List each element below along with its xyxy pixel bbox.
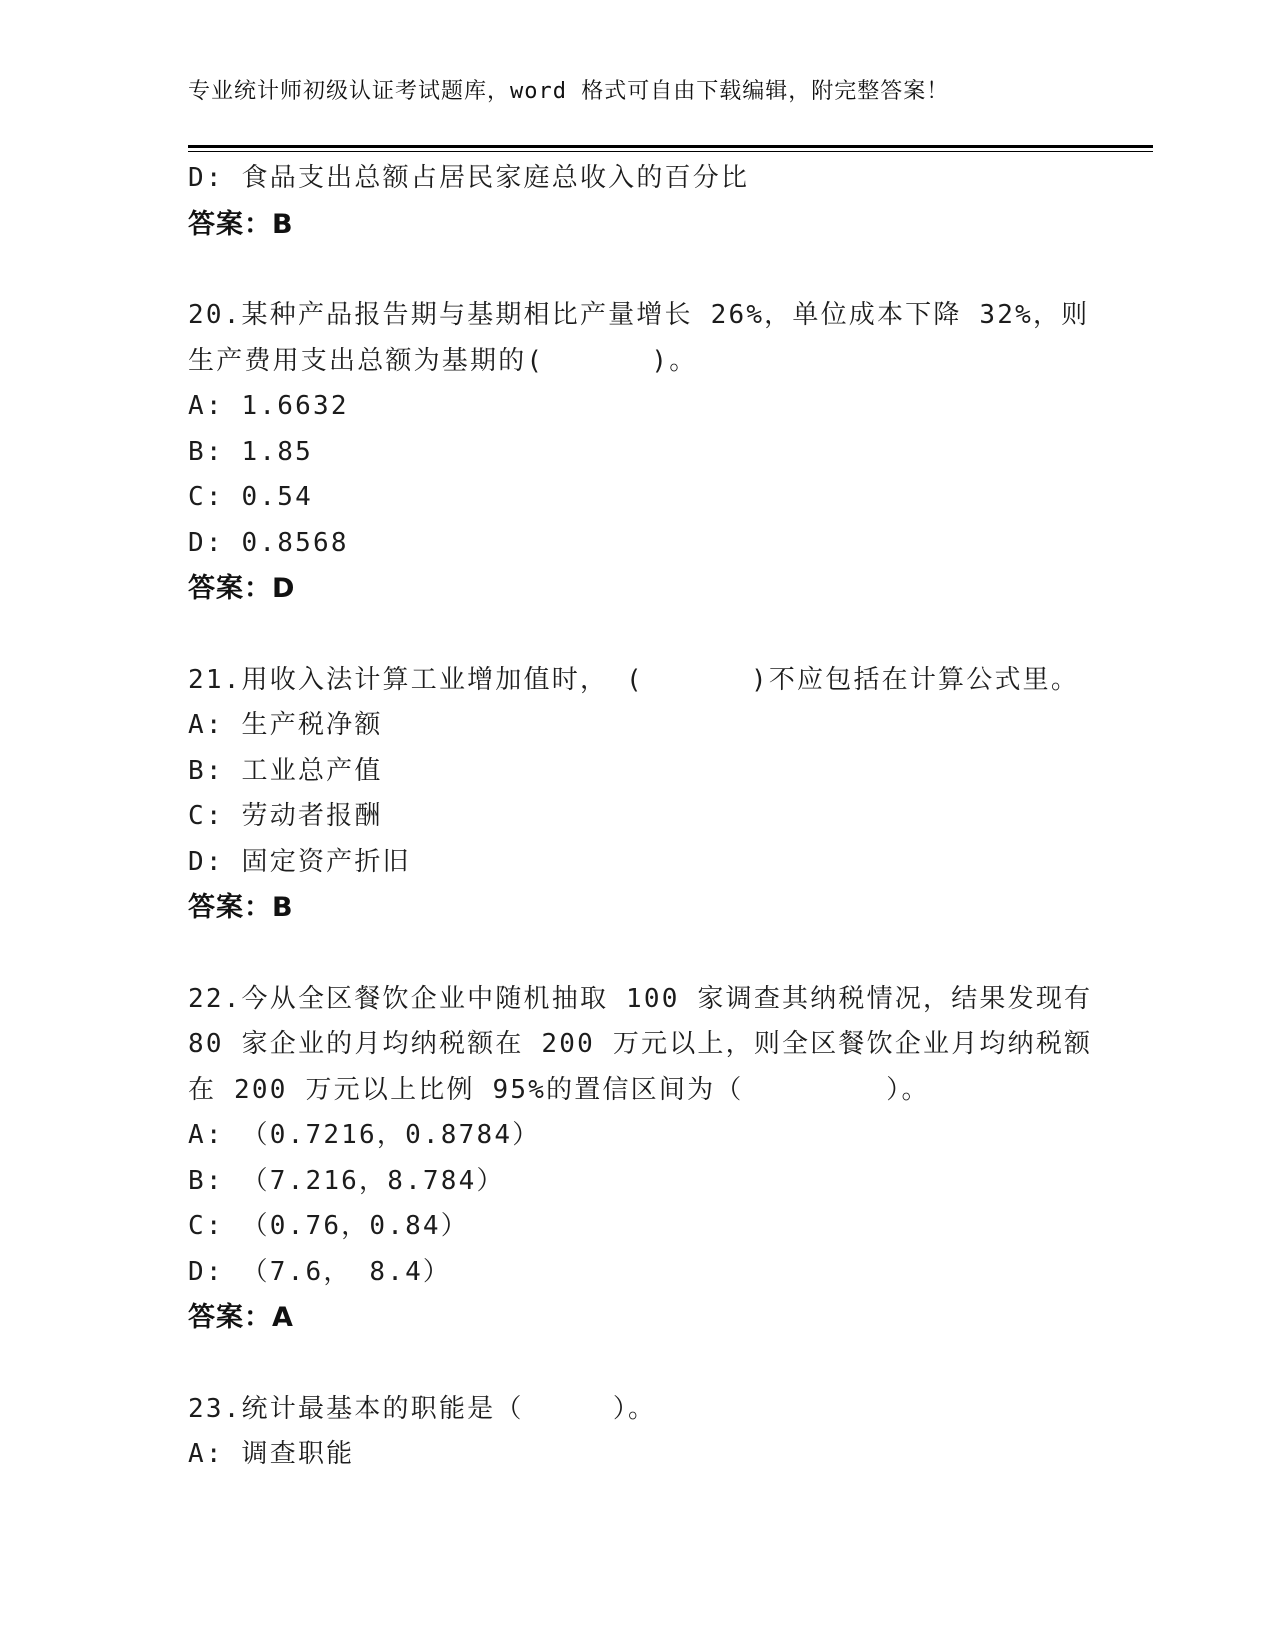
question-stem: 23.统计最基本的职能是（ ）。 (188, 1393, 657, 1424)
option-c: C: 劳动者报酬 (188, 801, 383, 831)
answer: 答案：D (188, 573, 296, 604)
option-d: D: 食品支出总额占居民家庭总收入的百分比 (188, 163, 750, 193)
answer: 答案：B (188, 892, 294, 923)
question-20 (188, 293, 1088, 612)
page-header: 专业统计师初级认证考试题库，word 格式可自由下载编辑，附完整答案！ (188, 79, 950, 104)
option-d: D: 0.8568 (188, 527, 349, 558)
option-c: C: 0.54 (188, 482, 313, 512)
question-stem: 22.今从全区餐饮企业中随机抽取 100 家调查其纳税情况，结果发现有 (188, 983, 1093, 1014)
header-rule-thin (188, 151, 1153, 152)
question-22 (188, 977, 1093, 1341)
header-rule-thick (188, 145, 1153, 148)
question-stem: 21.用收入法计算工业增加值时， ( )不应包括在计算公式里。 (188, 664, 1080, 695)
option-a: A: 1.6632 (188, 391, 349, 421)
question-stem: 80 家企业的月均纳税额在 200 万元以上，则全区餐饮企业月均纳税额 (188, 1029, 1093, 1059)
option-c: C: （0.76，0.84） (188, 1211, 469, 1241)
question-stem: 在 200 万元以上比例 95%的置信区间为（ ）。 (188, 1074, 930, 1105)
question-21 (188, 658, 1088, 931)
option-b: B: 1.85 (188, 436, 313, 467)
answer: 答案：A (188, 1302, 294, 1333)
question-content (188, 156, 1093, 1478)
option-d: D: （7.6， 8.4） (188, 1256, 452, 1287)
prev-question (188, 156, 1088, 247)
question-stem: 生产费用支出总额为基期的( )。 (188, 345, 698, 376)
answer: 答案：B (188, 208, 294, 240)
option-a: A: 调查职能 (188, 1439, 355, 1469)
option-a: A: 生产税净额 (188, 710, 383, 740)
question-stem: 20.某种产品报告期与基期相比产量增长 26%，单位成本下降 32%，则 (188, 300, 1090, 330)
question-23 (188, 1387, 1088, 1478)
option-d: D: 固定资产折旧 (188, 846, 411, 877)
option-b: B: （7.216，8.784） (188, 1165, 505, 1196)
option-a: A: （0.7216，0.8784） (188, 1120, 541, 1150)
option-b: B: 工业总产值 (188, 755, 383, 786)
